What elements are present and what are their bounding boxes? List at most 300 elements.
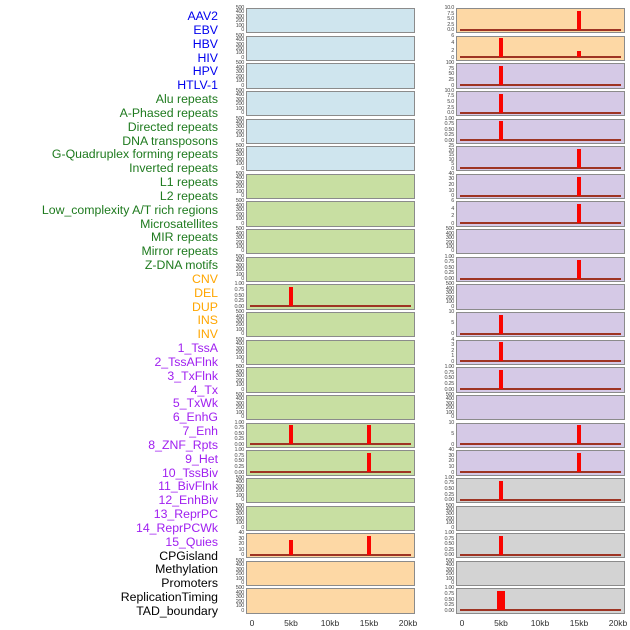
track-label-mir-repeats: MIR repeats	[151, 230, 218, 245]
y-tick-label-z-dna-motifs-1: 400	[235, 506, 244, 513]
y-tick-label-9-het-5: 0	[451, 303, 454, 310]
y-tick-label-5-txwk-0: 40	[448, 170, 454, 177]
y-tick-label-mirror-repeats-5: 0	[241, 497, 244, 504]
y-tick-label-tad-boundary-4: 0.00	[444, 607, 454, 614]
data-baseline-cpgisland	[460, 499, 621, 501]
y-tick-label-promoters-2: 0.50	[444, 541, 454, 548]
track-label-inv: INV	[197, 327, 218, 342]
track-panel-a-phased-repeats	[246, 201, 415, 226]
track-panel-hbv	[246, 63, 415, 88]
y-tick-label-1-tssa-0: 100	[445, 60, 454, 67]
y-tick-label-del-3: 200	[235, 571, 244, 578]
y-tick-label-inv-1: 4	[451, 40, 454, 47]
y-tick-label-del-5: 0	[241, 580, 244, 587]
y-tick-label-1-tssa-4: 0	[451, 82, 454, 89]
y-tick-label-hbv-5: 0	[241, 82, 244, 89]
y-tick-label-2-tssaflnk-3: 2.5	[447, 104, 454, 111]
track-panel-low-complexity-a-t-rich-regions	[246, 395, 415, 420]
y-tick-label-inverted-repeats-5: 0	[241, 331, 244, 338]
track-label-1-tssa: 1_TssA	[177, 341, 218, 356]
y-tick-label-1-tssa-3: 25	[448, 77, 454, 83]
y-tick-label-methylation-2: 300	[445, 511, 454, 518]
track-label-a-phased-repeats: A-Phased repeats	[119, 105, 218, 120]
data-spike-15-quies-15kb	[577, 453, 581, 472]
y-tick-label-hpv-5: 0	[241, 137, 244, 144]
y-tick-label-microsatellites-1: 0.75	[234, 425, 244, 432]
data-spike-1-tssa-5kb	[499, 66, 503, 85]
track-label-replicationtiming: ReplicationTiming	[120, 590, 218, 605]
y-tick-label-4-tx-4: 5	[451, 161, 454, 168]
data-baseline-15-quies	[460, 471, 621, 473]
y-tick-label-hiv-2: 300	[235, 96, 244, 103]
track-panel-methylation	[456, 506, 625, 531]
y-tick-label-directed-repeats-4: 100	[235, 243, 244, 250]
y-tick-label-3-txflnk-2: 0.50	[444, 126, 454, 133]
track-label-mirror-repeats: Mirror repeats	[141, 244, 218, 259]
y-tick-label-mir-repeats-3: 0.25	[234, 463, 244, 470]
y-tick-label-cnv-3: 10	[238, 546, 244, 553]
track-panel-dna-transposons	[246, 257, 415, 282]
track-label-dup: DUP	[192, 299, 218, 314]
y-tick-label-inv-0: 6	[451, 32, 454, 39]
y-tick-label-low-complexity-a-t-rich-regions-0: 500	[235, 391, 244, 398]
track-label-htlv-1: HTLV-1	[177, 78, 218, 93]
y-tick-label-l1-repeats-3: 200	[235, 350, 244, 357]
track-label-methylation: Methylation	[155, 562, 218, 577]
data-baseline-tad-boundary	[460, 609, 621, 611]
y-tick-label-ins-4: 0.0	[447, 27, 454, 34]
x-axis-label-left-0: 0	[249, 617, 255, 628]
y-tick-label-dna-transposons-3: 200	[235, 267, 244, 274]
y-tick-label-low-complexity-a-t-rich-regions-5: 0	[241, 414, 244, 421]
track-panel-5-txwk	[456, 174, 625, 199]
y-tick-label-12-enhbiv-3: 0.25	[444, 381, 454, 388]
y-tick-label-low-complexity-a-t-rich-regions-3: 200	[235, 405, 244, 412]
y-tick-label-cnv-1: 30	[238, 535, 244, 542]
y-tick-label-hbv-2: 300	[235, 69, 244, 76]
y-tick-label-microsatellites-4: 0.00	[234, 441, 244, 448]
y-tick-label-l1-repeats-1: 400	[235, 341, 244, 348]
data-spike-ins-15kb	[577, 11, 581, 30]
y-tick-label-hiv-5: 0	[241, 110, 244, 117]
track-panel-inverted-repeats	[246, 312, 415, 337]
y-tick-label-mirror-repeats-3: 200	[235, 488, 244, 495]
data-baseline-3-txflnk	[460, 139, 621, 141]
y-tick-label-1-tssa-1: 75	[448, 65, 454, 72]
track-label-10-tssbiv: 10_TssBiv	[161, 465, 218, 480]
y-tick-label-l2-repeats-1: 400	[235, 368, 244, 375]
data-spike-10-tssbiv-5kb	[499, 315, 503, 334]
data-spike-2-tssaflnk-5kb	[499, 94, 503, 113]
y-tick-label-l2-repeats-0: 500	[235, 364, 244, 371]
data-spike-inv-15kb	[577, 51, 581, 57]
y-tick-label-9-het-3: 200	[445, 294, 454, 301]
y-tick-label-g-quadruplex-forming-repeats-2: 0.50	[234, 292, 244, 299]
y-tick-label-htlv-1-3: 200	[235, 156, 244, 163]
y-tick-label-4-tx-0: 25	[448, 143, 454, 150]
data-baseline-5-txwk	[460, 195, 621, 197]
y-tick-label-12-enhbiv-2: 0.50	[444, 375, 454, 382]
data-baseline-ins	[460, 29, 621, 31]
track-label-hpv: HPV	[192, 64, 218, 79]
data-baseline-12-enhbiv	[460, 388, 621, 390]
y-tick-label-8-znf-rpts-0: 1.00	[444, 253, 454, 260]
y-tick-label-cpgisland-4: 0.00	[444, 497, 454, 504]
y-tick-label-6-enhg-0: 6	[451, 198, 454, 205]
data-baseline-g-quadruplex-forming-repeats	[250, 305, 411, 307]
track-label-13-reprpc: 13_ReprPC	[153, 507, 218, 522]
y-tick-label-alu-repeats-3: 200	[235, 184, 244, 191]
data-spike-microsatellites-5kb	[289, 425, 293, 444]
y-tick-label-aav2-3: 200	[235, 18, 244, 25]
track-panel-15-quies	[456, 450, 625, 475]
y-tick-label-ebv-1: 400	[235, 37, 244, 44]
y-tick-label-ebv-0: 500	[235, 32, 244, 39]
y-tick-label-11-bivflnk-0: 4	[451, 336, 454, 343]
data-spike-8-znf-rpts-15kb	[577, 260, 581, 279]
y-tick-label-inverted-repeats-2: 300	[235, 317, 244, 324]
y-tick-label-15-quies-0: 40	[448, 447, 454, 454]
track-label-inverted-repeats: Inverted repeats	[129, 161, 218, 176]
track-panel-cpgisland	[456, 478, 625, 503]
y-tick-label-directed-repeats-0: 500	[235, 226, 244, 233]
track-panel-8-znf-rpts	[456, 257, 625, 282]
y-tick-label-4-tx-2: 15	[448, 152, 454, 159]
y-tick-label-g-quadruplex-forming-repeats-0: 1.00	[234, 281, 244, 288]
y-tick-label-hiv-0: 500	[235, 87, 244, 94]
y-tick-label-del-4: 100	[235, 575, 244, 582]
track-label-l1-repeats: L1 repeats	[159, 175, 218, 190]
track-panel-htlv-1	[246, 146, 415, 171]
y-tick-label-9-het-2: 300	[445, 290, 454, 297]
y-tick-label-11-bivflnk-1: 3	[451, 342, 454, 349]
track-panel-7-enh	[456, 229, 625, 254]
x-axis-label-left-20kb: 20kb	[398, 617, 418, 628]
y-tick-label-l1-repeats-4: 100	[235, 354, 244, 361]
data-baseline-14-reprpcwk	[460, 443, 621, 445]
track-panel-dup	[246, 588, 415, 613]
y-tick-label-cpgisland-1: 0.75	[444, 480, 454, 487]
data-spike-5-txwk-15kb	[577, 177, 581, 196]
track-panel-10-tssbiv	[456, 312, 625, 337]
y-tick-label-3-txflnk-4: 0.00	[444, 137, 454, 144]
y-tick-label-replicationtiming-0: 500	[445, 557, 454, 564]
track-panel-9-het	[456, 284, 625, 309]
track-label-15-quies: 15_Quies	[165, 534, 218, 549]
y-tick-label-cnv-0: 40	[238, 530, 244, 537]
track-panel-z-dna-motifs	[246, 506, 415, 531]
track-label-low-complexity-a-t-rich-regions: Low_complexity A/T rich regions	[41, 202, 218, 217]
y-tick-label-g-quadruplex-forming-repeats-1: 0.75	[234, 286, 244, 293]
y-tick-label-mir-repeats-4: 0.00	[234, 469, 244, 476]
y-tick-label-6-enhg-1: 4	[451, 205, 454, 212]
y-tick-label-13-reprpc-0: 500	[445, 391, 454, 398]
y-tick-label-9-het-1: 400	[445, 285, 454, 292]
data-spike-microsatellites-15kb	[367, 425, 371, 444]
y-tick-label-dup-2: 300	[235, 594, 244, 601]
data-baseline-microsatellites	[250, 443, 411, 445]
y-tick-label-alu-repeats-0: 500	[235, 170, 244, 177]
data-spike-promoters-5kb	[499, 536, 503, 555]
y-tick-label-a-phased-repeats-4: 100	[235, 216, 244, 223]
y-tick-label-directed-repeats-3: 200	[235, 239, 244, 246]
y-tick-label-htlv-1-1: 400	[235, 147, 244, 154]
y-tick-label-2-tssaflnk-4: 0.0	[447, 110, 454, 117]
y-tick-label-promoters-4: 0.00	[444, 552, 454, 559]
y-tick-label-alu-repeats-1: 400	[235, 175, 244, 182]
data-spike-cnv-15kb	[367, 536, 371, 555]
data-baseline-11-bivflnk	[460, 360, 621, 362]
y-tick-label-cpgisland-3: 0.25	[444, 491, 454, 498]
y-tick-label-12-enhbiv-1: 0.75	[444, 369, 454, 376]
y-tick-label-inverted-repeats-1: 400	[235, 313, 244, 320]
y-tick-label-dup-1: 400	[235, 589, 244, 596]
y-tick-label-mirror-repeats-4: 100	[235, 492, 244, 499]
y-tick-label-1-tssa-2: 50	[448, 71, 454, 78]
track-label-directed-repeats: Directed repeats	[127, 119, 218, 134]
track-panel-microsatellites	[246, 423, 415, 448]
y-tick-label-directed-repeats-1: 400	[235, 230, 244, 237]
y-tick-label-cnv-4: 0	[241, 552, 244, 559]
track-panel-aav2	[246, 8, 415, 33]
track-label-del: DEL	[194, 285, 218, 300]
y-tick-label-microsatellites-3: 0.25	[234, 436, 244, 443]
y-tick-label-6-enhg-2: 2	[451, 213, 454, 220]
data-spike-tad-boundary-5kb	[497, 591, 505, 610]
y-tick-label-2-tssaflnk-1: 7.5	[447, 93, 454, 100]
y-tick-label-hpv-4: 100	[235, 133, 244, 140]
x-axis-label-right-5kb: 5kb	[494, 617, 508, 628]
data-spike-cpgisland-5kb	[499, 481, 503, 500]
track-label-hbv: HBV	[192, 36, 218, 51]
y-tick-label-7-enh-1: 400	[445, 230, 454, 237]
track-label-9-het: 9_Het	[185, 451, 218, 466]
y-tick-label-14-reprpcwk-0: 10	[448, 419, 454, 426]
y-tick-label-a-phased-repeats-1: 400	[235, 202, 244, 209]
y-tick-label-methylation-4: 100	[445, 520, 454, 527]
track-label-5-txwk: 5_TxWk	[172, 396, 218, 411]
y-tick-label-4-tx-1: 20	[448, 147, 454, 154]
y-tick-label-inverted-repeats-3: 200	[235, 322, 244, 329]
y-tick-label-10-tssbiv-1: 5	[451, 320, 454, 327]
y-tick-label-14-reprpcwk-2: 0	[451, 441, 454, 448]
y-tick-label-z-dna-motifs-4: 100	[235, 520, 244, 527]
y-tick-label-mir-repeats-2: 0.50	[234, 458, 244, 465]
y-tick-label-13-reprpc-2: 300	[445, 400, 454, 407]
track-label-7-enh: 7_Enh	[182, 424, 218, 439]
y-tick-label-8-znf-rpts-2: 0.50	[444, 264, 454, 271]
data-baseline-6-enhg	[460, 222, 621, 224]
y-tick-label-replicationtiming-5: 0	[451, 580, 454, 587]
track-label-microsatellites: Microsatellites	[140, 216, 218, 231]
y-tick-label-dup-3: 200	[235, 598, 244, 605]
track-label-6-enhg: 6_EnhG	[172, 410, 218, 425]
y-tick-label-9-het-0: 500	[445, 281, 454, 288]
data-spike-11-bivflnk-5kb	[499, 342, 503, 361]
y-tick-label-3-txflnk-0: 1.00	[444, 115, 454, 122]
x-axis-label-right-10kb: 10kb	[530, 617, 550, 628]
y-tick-label-a-phased-repeats-0: 500	[235, 198, 244, 205]
y-tick-label-ins-0: 10.0	[444, 5, 454, 11]
y-tick-label-tad-boundary-2: 0.50	[444, 596, 454, 603]
y-tick-label-cnv-2: 20	[238, 541, 244, 548]
y-tick-label-del-2: 300	[235, 566, 244, 573]
data-spike-4-tx-15kb	[577, 149, 581, 168]
y-tick-label-8-znf-rpts-1: 0.75	[444, 259, 454, 266]
y-tick-label-del-0: 500	[235, 557, 244, 564]
y-tick-label-3-txflnk-3: 0.25	[444, 132, 454, 139]
y-tick-label-inverted-repeats-0: 500	[235, 309, 244, 316]
y-tick-label-ebv-5: 0	[241, 54, 244, 61]
track-label-tad-boundary: TAD_boundary	[136, 603, 218, 618]
y-tick-label-13-reprpc-5: 0	[451, 414, 454, 421]
y-tick-label-hbv-0: 500	[235, 60, 244, 67]
y-tick-label-dna-transposons-4: 100	[235, 271, 244, 278]
y-tick-label-hbv-3: 200	[235, 73, 244, 80]
track-panel-13-reprpc	[456, 395, 625, 420]
y-tick-label-l2-repeats-3: 200	[235, 377, 244, 384]
data-spike-3-txflnk-5kb	[499, 121, 503, 140]
track-panel-l1-repeats	[246, 340, 415, 365]
y-tick-label-15-quies-4: 0	[451, 469, 454, 476]
y-tick-label-low-complexity-a-t-rich-regions-2: 300	[235, 400, 244, 407]
y-tick-label-7-enh-4: 100	[445, 243, 454, 250]
y-tick-label-replicationtiming-3: 200	[445, 571, 454, 578]
y-tick-label-promoters-1: 0.75	[444, 535, 454, 542]
y-tick-label-directed-repeats-2: 300	[235, 235, 244, 242]
y-tick-label-htlv-1-5: 0	[241, 165, 244, 172]
track-label-8-znf-rpts: 8_ZNF_Rpts	[148, 437, 218, 452]
y-tick-label-tad-boundary-1: 0.75	[444, 591, 454, 597]
y-tick-label-aav2-5: 0	[241, 27, 244, 34]
y-tick-label-ins-2: 5.0	[447, 16, 454, 23]
track-panel-tad-boundary	[456, 588, 625, 613]
y-tick-label-inverted-repeats-4: 100	[235, 326, 244, 333]
track-label-2-tssaflnk: 2_TssAFlnk	[154, 354, 218, 369]
y-tick-label-dup-4: 100	[235, 603, 244, 610]
track-label-dna-transposons: DNA transposons	[122, 133, 218, 148]
track-label-3-txflnk: 3_TxFlnk	[167, 368, 218, 383]
y-tick-label-htlv-1-2: 300	[235, 152, 244, 159]
data-baseline-10-tssbiv	[460, 333, 621, 335]
y-tick-label-mir-repeats-1: 0.75	[234, 452, 244, 459]
y-tick-label-dup-5: 0	[241, 607, 244, 614]
data-spike-12-enhbiv-5kb	[499, 370, 503, 389]
y-tick-label-z-dna-motifs-0: 500	[235, 502, 244, 509]
y-tick-label-dna-transposons-2: 300	[235, 262, 244, 269]
y-tick-label-inv-2: 2	[451, 47, 454, 54]
y-tick-label-13-reprpc-4: 100	[445, 409, 454, 416]
data-spike-inv-5kb	[499, 38, 503, 57]
y-tick-label-methylation-3: 200	[445, 515, 454, 522]
y-tick-label-hpv-0: 500	[235, 115, 244, 122]
track-panel-ebv	[246, 36, 415, 61]
x-axis-label-left-10kb: 10kb	[320, 617, 340, 628]
y-tick-label-tad-boundary-0: 1.00	[444, 585, 454, 592]
track-panel-ins	[456, 8, 625, 33]
y-tick-label-promoters-3: 0.25	[444, 546, 454, 553]
y-tick-label-aav2-1: 400	[235, 9, 244, 16]
y-tick-label-replicationtiming-1: 400	[445, 562, 454, 569]
y-tick-label-a-phased-repeats-5: 0	[241, 220, 244, 227]
track-panel-4-tx	[456, 146, 625, 171]
y-tick-label-7-enh-2: 300	[445, 235, 454, 242]
y-tick-label-15-quies-1: 30	[448, 452, 454, 459]
y-tick-label-replicationtiming-4: 100	[445, 575, 454, 582]
y-tick-label-l1-repeats-5: 0	[241, 358, 244, 365]
y-tick-label-7-enh-5: 0	[451, 248, 454, 255]
y-tick-label-mir-repeats-0: 1.00	[234, 447, 244, 454]
y-tick-label-low-complexity-a-t-rich-regions-4: 100	[235, 409, 244, 416]
y-tick-label-g-quadruplex-forming-repeats-4: 0.00	[234, 303, 244, 310]
data-baseline-1-tssa	[460, 84, 621, 86]
y-tick-label-15-quies-3: 10	[448, 463, 454, 470]
data-baseline-inv	[460, 56, 621, 58]
y-tick-label-hpv-1: 400	[235, 120, 244, 127]
y-tick-label-cpgisland-2: 0.50	[444, 486, 454, 493]
y-tick-label-9-het-4: 100	[445, 299, 454, 306]
y-tick-label-methylation-1: 400	[445, 506, 454, 513]
y-tick-label-5-txwk-1: 30	[448, 176, 454, 183]
y-tick-label-aav2-0: 500	[235, 5, 244, 11]
y-tick-label-10-tssbiv-0: 10	[448, 309, 454, 316]
y-tick-label-15-quies-2: 20	[448, 458, 454, 465]
y-tick-label-promoters-0: 1.00	[444, 530, 454, 537]
y-tick-label-alu-repeats-4: 100	[235, 188, 244, 195]
y-tick-label-hbv-4: 100	[235, 78, 244, 85]
data-spike-6-enhg-15kb	[577, 204, 581, 223]
y-tick-label-tad-boundary-3: 0.25	[444, 602, 454, 609]
data-spike-cnv-5kb	[289, 540, 293, 555]
y-tick-label-12-enhbiv-0: 1.00	[444, 364, 454, 371]
y-tick-label-hiv-3: 200	[235, 101, 244, 108]
data-baseline-2-tssaflnk	[460, 112, 621, 114]
y-tick-label-hpv-2: 300	[235, 124, 244, 131]
track-panel-inv	[456, 36, 625, 61]
y-tick-label-mirror-repeats-1: 400	[235, 479, 244, 486]
y-tick-label-aav2-4: 100	[235, 22, 244, 29]
y-tick-label-11-bivflnk-3: 1	[451, 353, 454, 360]
y-tick-label-htlv-1-0: 500	[235, 143, 244, 150]
y-tick-label-dna-transposons-5: 0	[241, 276, 244, 283]
track-label-z-dna-motifs: Z-DNA motifs	[144, 258, 218, 273]
data-baseline-promoters	[460, 554, 621, 556]
track-panel-mirror-repeats	[246, 478, 415, 503]
y-tick-label-cpgisland-0: 1.00	[444, 474, 454, 481]
y-tick-label-l1-repeats-2: 300	[235, 345, 244, 352]
y-tick-label-13-reprpc-3: 200	[445, 405, 454, 412]
y-tick-label-12-enhbiv-4: 0.00	[444, 386, 454, 393]
y-tick-label-hiv-4: 100	[235, 105, 244, 112]
track-label-12-enhbiv: 12_EnhBiv	[158, 493, 218, 508]
y-tick-label-11-bivflnk-4: 0	[451, 358, 454, 365]
track-panel-promoters	[456, 533, 625, 558]
y-tick-label-dna-transposons-1: 400	[235, 258, 244, 265]
y-tick-label-directed-repeats-5: 0	[241, 248, 244, 255]
data-spike-mir-repeats-15kb	[367, 453, 371, 472]
data-baseline-4-tx	[460, 167, 621, 169]
track-label-cpgisland: CPGisland	[159, 548, 218, 563]
y-tick-label-a-phased-repeats-2: 300	[235, 207, 244, 214]
track-label-14-reprpcwk: 14_ReprPCWk	[135, 520, 218, 535]
track-panel-cnv	[246, 533, 415, 558]
y-tick-label-7-enh-3: 200	[445, 239, 454, 246]
y-tick-label-6-enhg-3: 0	[451, 220, 454, 227]
track-panel-11-bivflnk	[456, 340, 625, 365]
y-tick-label-10-tssbiv-2: 0	[451, 331, 454, 338]
x-axis-label-left-15kb: 15kb	[359, 617, 379, 628]
track-label-hiv: HIV	[197, 50, 218, 65]
